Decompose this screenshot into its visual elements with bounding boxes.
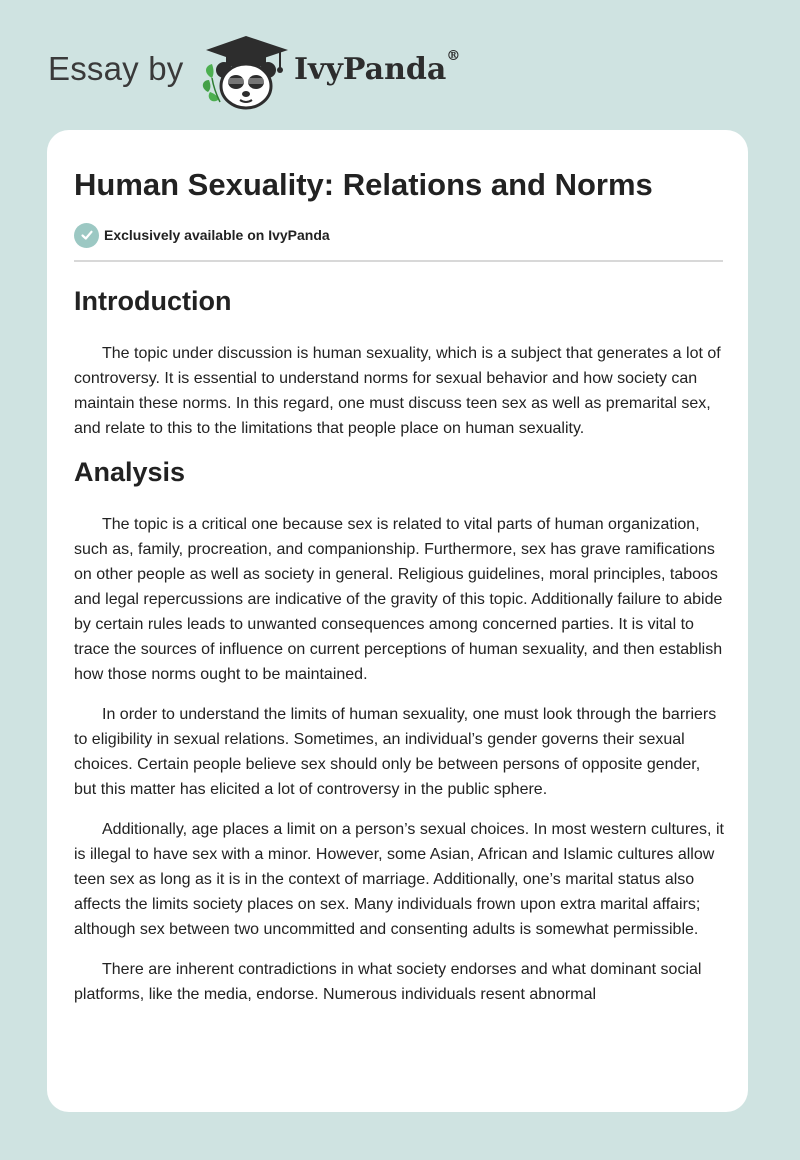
section-heading-analysis: Analysis xyxy=(74,457,186,487)
paragraph: The topic is a critical one because sex is related to vital parts of human organization, such as, family, procreation, and companionship. Furthermore, sex has grave ramifications on other people as well as society in general. Religious guidelines, moral principles, taboos and legal repercussions are indicative of the gravity of this topic. Additionally failure to abide by certain rules leads to unwanted consequences among concerned parties. It is vital to trace the sources of influence on current perceptions of human sexuality, and then establish how those norms ought to be maintained. xyxy=(74,516,723,683)
exclusive-badge xyxy=(74,222,330,248)
paragraph: Additionally, age places a limit on a person’s sexual choices. In most western cultures, it is illegal to have sex with a minor. However, some Asian, African and Islamic cultures allow teen sex as long as it is in the context of marriage. Additionally, one’s marital status also affects the limits society places on sex. Many individuals frown upon extra marital affairs; although sex between two uncommitted and consenting adults is somewhat permissible. xyxy=(74,821,724,938)
registered-mark: ® xyxy=(446,48,461,64)
panda-logo-icon xyxy=(200,34,292,112)
paragraph: The topic under discussion is human sexuality, which is a subject that generates a lot of controversy. It is essential to understand norms for sexual behavior and how society can maintain these norms. In this regard, one must discuss teen sex as well as premarital sex, and relate to this to the limitations that people place on human sexuality. xyxy=(74,345,721,437)
divider xyxy=(74,260,723,262)
article-body xyxy=(74,280,726,1007)
paragraph: There are inherent contradictions in what society endorses and what dominant social platforms, like the media, endorse. Numerous individuals resent abnormal xyxy=(74,961,702,1003)
page-title: Human Sexuality: Relations and Norms xyxy=(74,167,653,202)
brand-prefix: Essay by xyxy=(48,50,184,87)
brand-name: IvyPanda® xyxy=(294,48,461,87)
check-icon xyxy=(74,223,99,248)
brand-header xyxy=(0,0,800,130)
section-heading-introduction: Introduction xyxy=(74,286,232,316)
paragraph: In order to understand the limits of human sexuality, one must look through the barriers to eligibility in sexual relations. Sometimes, an individual’s gender governs their sexual choices. Certain people believe sex should only be between persons of opposite gender, but this matter has elicited a lot of controversy in the public sphere. xyxy=(74,706,717,798)
essay-card xyxy=(47,130,748,1112)
badge-label: Exclusively available on IvyPanda xyxy=(104,227,330,243)
